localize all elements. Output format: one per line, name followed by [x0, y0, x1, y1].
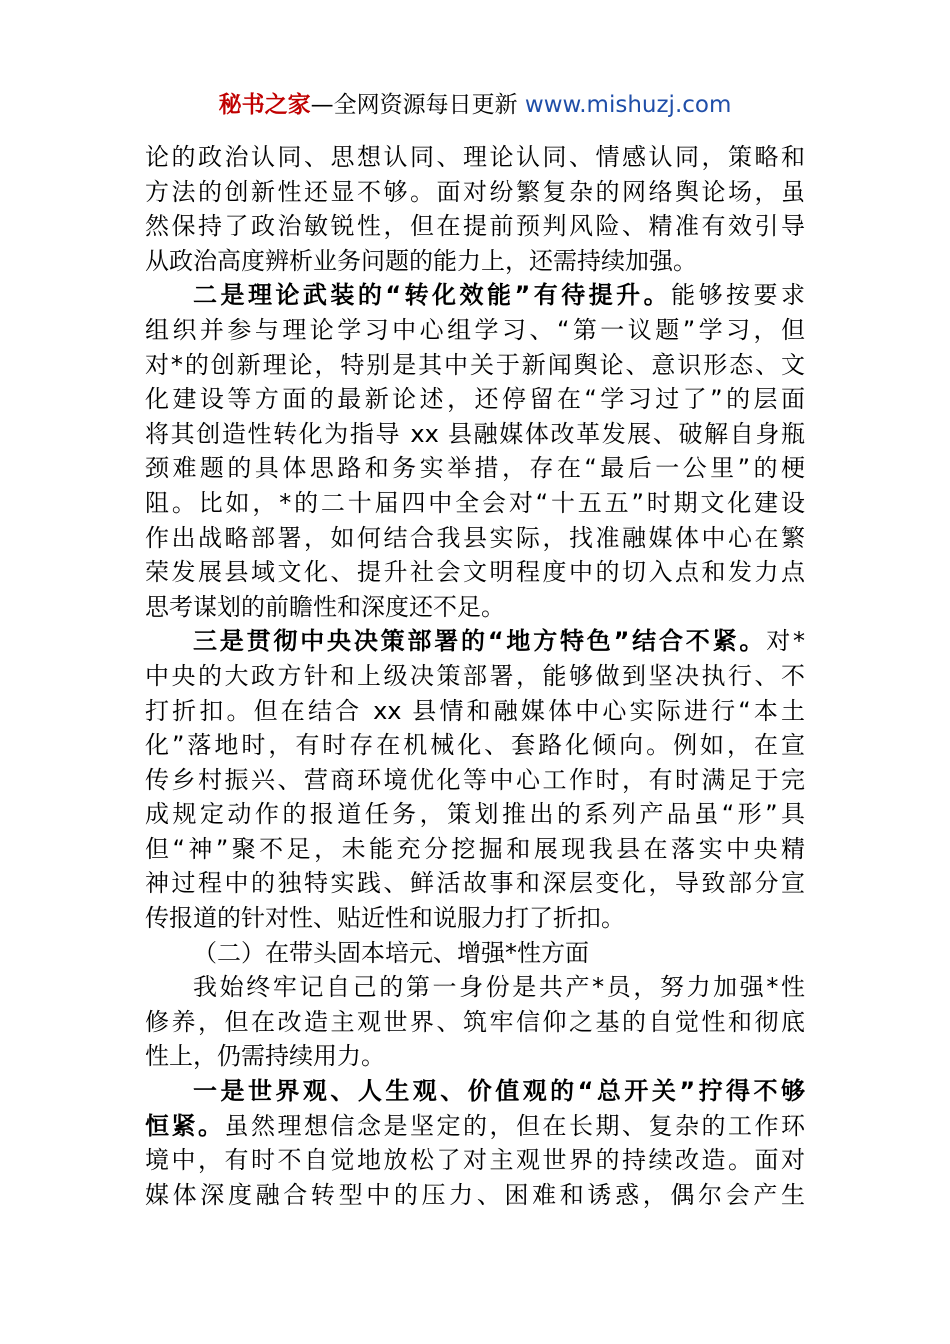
line-text: 中央的大政方针和上级决策部署，能够做到坚决执行、不: [145, 661, 805, 690]
document-body: [145, 140, 805, 1212]
line-text: 方法的创新性还显不够。面对纷繁复杂的网络舆论场，虽: [145, 177, 805, 206]
text-line: [145, 659, 805, 694]
text-line: [145, 313, 805, 348]
text-line: [145, 866, 805, 901]
text-line: [145, 901, 805, 936]
text-line: [145, 244, 805, 279]
text-line: [145, 486, 805, 521]
site-url-link[interactable]: www.mishuzj.com: [524, 92, 732, 118]
text-line: [145, 1178, 805, 1213]
line-text: 组织并参与理论学习中心组学习、“第一议题”学习，但: [145, 315, 805, 344]
line-text: 然保持了政治敏锐性，但在提前预判风险、精准有效引导: [145, 212, 805, 241]
line-text: （二）在带头固本培元、增强*性方面: [193, 938, 589, 967]
line-text: 虽然理想信念是坚定的，但在长期、复杂的工作环: [224, 1111, 805, 1140]
line-text: 荣发展县域文化、提升社会文明程度中的切入点和发力点: [145, 558, 805, 587]
line-text: 从政治高度辨析业务问题的能力上，还需持续加强。: [145, 246, 697, 275]
line-text: 修养，但在改造主观世界、筑牢信仰之基的自觉性和彻底: [145, 1007, 805, 1036]
text-line: [145, 728, 805, 763]
line-text: 化建设等方面的最新论述，还停留在“学习过了”的层面: [145, 385, 805, 414]
line-text: 对*的创新理论，特别是其中关于新闻舆论、意识形态、文: [145, 350, 805, 379]
line-text: 将其创造性转化为指导 xx 县融媒体改革发展、破解自身瓶: [145, 419, 805, 448]
text-line: [145, 209, 805, 244]
text-line: [145, 970, 805, 1005]
line-text: 阻。比如，*的二十届四中全会对“十五五”时期文化建设: [145, 488, 805, 517]
bold-heading: 三是贯彻中央决策部署的“地方特色”结合不紧。: [193, 627, 767, 656]
text-line: [145, 348, 805, 383]
site-slogan: —全网资源每日更新: [310, 92, 518, 118]
line-text: 对*: [766, 627, 806, 656]
text-line: [145, 451, 805, 486]
text-line: [145, 1074, 805, 1109]
line-text: 境中，有时不自觉地放松了对主观世界的持续改造。面对: [145, 1146, 805, 1175]
line-text: 论的政治认同、思想认同、理论认同、情感认同，策略和: [145, 143, 805, 171]
line-text: 但“神”聚不足，未能充分挖掘和展现我县在落实中央精: [145, 834, 805, 863]
text-line: [145, 1109, 805, 1144]
text-line: [145, 175, 805, 210]
text-line: [145, 382, 805, 417]
text-line: [145, 140, 805, 175]
text-line: [145, 797, 805, 832]
text-line: [145, 1143, 805, 1178]
text-line: [145, 417, 805, 452]
line-text: 颈难题的具体思路和务实举措，存在“最后一公里”的梗: [145, 454, 805, 483]
site-brand: 秘书之家: [218, 92, 311, 118]
line-text: 打折扣。但在结合 xx 县情和融媒体中心实际进行“本土: [145, 696, 805, 725]
line-text: 我始终牢记自己的第一身份是共产*员，努力加强*性: [193, 973, 805, 1002]
text-line: [145, 763, 805, 798]
text-line: [145, 694, 805, 729]
text-line: [145, 832, 805, 867]
line-text: 媒体深度融合转型中的压力、困难和诱惑，偶尔会产生: [145, 1180, 805, 1209]
text-line: [145, 1039, 805, 1074]
line-text: 思考谋划的前瞻性和深度还不足。: [145, 592, 505, 621]
text-line: [145, 1005, 805, 1040]
line-text: 性上，仍需持续用力。: [145, 1042, 385, 1071]
line-text: 神过程中的独特实践、鲜活故事和深层变化，导致部分宣: [145, 869, 805, 898]
text-line: [145, 590, 805, 625]
site-header: [0, 88, 950, 122]
text-line: [145, 624, 805, 659]
line-text: 传报道的针对性、贴近性和说服力打了折扣。: [145, 904, 625, 933]
bold-heading: 二是理论武装的“转化效能”有待提升。: [193, 281, 672, 310]
text-line: [145, 521, 805, 556]
line-text: 能够按要求: [671, 281, 806, 310]
text-line: [145, 278, 805, 313]
line-text: 传乡村振兴、营商环境优化等中心工作时，有时满足于完: [145, 765, 805, 794]
text-line: [145, 936, 805, 971]
line-text: 成规定动作的报道任务，策划推出的系列产品虽“形”具: [145, 800, 805, 829]
bold-heading: 一是世界观、人生观、价值观的“总开关”拧得不够: [193, 1077, 805, 1106]
line-text: 化”落地时，有时存在机械化、套路化倾向。例如，在宣: [145, 731, 805, 760]
line-text: 作出战略部署，如何结合我县实际，找准融媒体中心在繁: [145, 523, 805, 552]
bold-heading: 恒紧。: [145, 1111, 225, 1140]
text-line: [145, 555, 805, 590]
